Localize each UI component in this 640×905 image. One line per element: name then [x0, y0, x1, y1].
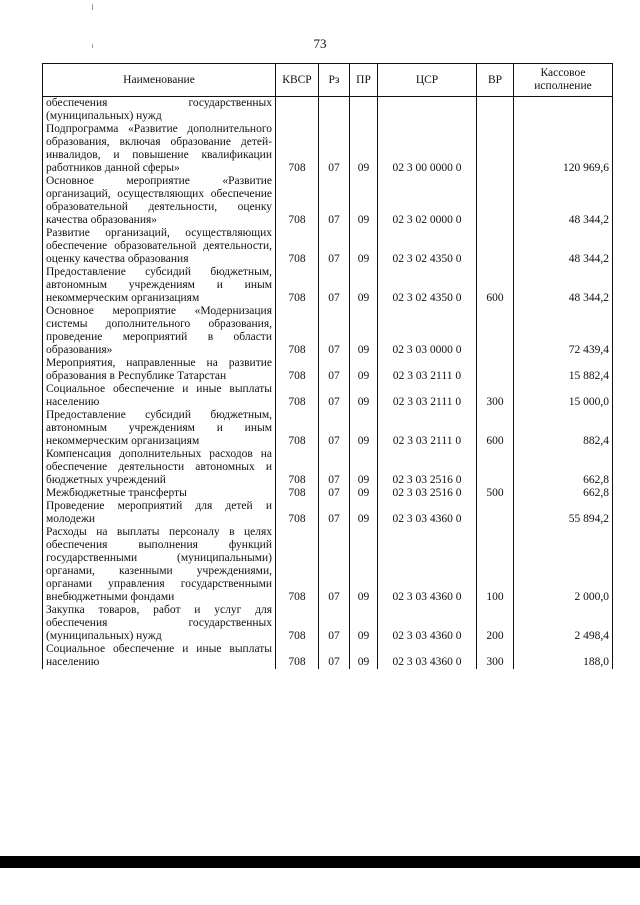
cell-kvsr: 708 — [276, 500, 319, 526]
table-row — [43, 643, 613, 669]
cell-amount: 48 344,2 — [514, 175, 613, 227]
cell-rz: 07 — [319, 266, 350, 305]
cell-rz: 07 — [319, 526, 350, 604]
cell-kvsr: 708 — [276, 266, 319, 305]
cell-amount: 662,8 — [514, 487, 613, 500]
cell-rz: 07 — [319, 123, 350, 175]
cell-pr: 09 — [350, 604, 378, 643]
cell-vr: 100 — [477, 526, 514, 604]
cell-csr: 02 3 03 2516 0 — [378, 487, 477, 500]
cell-rz: 07 — [319, 604, 350, 643]
cell-rz: 07 — [319, 227, 350, 266]
table-row — [43, 305, 613, 357]
cell-csr: 02 3 03 2516 0 — [378, 448, 477, 487]
table-row — [43, 175, 613, 227]
cell-amount: 48 344,2 — [514, 266, 613, 305]
cell-kvsr: 708 — [276, 643, 319, 669]
cell-csr: 02 3 02 4350 0 — [378, 227, 477, 266]
table-row — [43, 383, 613, 409]
scan-speck — [92, 44, 93, 48]
cell-pr: 09 — [350, 526, 378, 604]
table-row — [43, 227, 613, 266]
cell-vr: 300 — [477, 643, 514, 669]
header-kvsr: КВСР — [276, 64, 319, 97]
cell-kvsr: 708 — [276, 383, 319, 409]
cell-pr: 09 — [350, 448, 378, 487]
cell-vr — [477, 357, 514, 383]
cell-rz: 07 — [319, 487, 350, 500]
cell-name: Социальное обеспечение и иные выплаты населению — [43, 643, 276, 669]
cell-amount: 188,0 — [514, 643, 613, 669]
cell-vr: 200 — [477, 604, 514, 643]
cell-rz: 07 — [319, 500, 350, 526]
cell-rz: 07 — [319, 305, 350, 357]
cell-kvsr: 708 — [276, 448, 319, 487]
cell-kvsr: 708 — [276, 227, 319, 266]
header-csr: ЦСР — [378, 64, 477, 97]
cell-vr: 600 — [477, 266, 514, 305]
header-vr: ВР — [477, 64, 514, 97]
cell-name: Основное мероприятие «Модернизация системы дополнительного образования, проведение мероприятий в области образования» — [43, 305, 276, 357]
header-pr: ПР — [350, 64, 378, 97]
table-row — [43, 409, 613, 448]
cell-pr: 09 — [350, 305, 378, 357]
cell-kvsr: 708 — [276, 305, 319, 357]
header-rz: Рз — [319, 64, 350, 97]
cell-vr — [477, 175, 514, 227]
cell-vr — [477, 97, 514, 124]
cell-pr: 09 — [350, 123, 378, 175]
cell-vr — [477, 123, 514, 175]
cell-pr: 09 — [350, 266, 378, 305]
table-row — [43, 123, 613, 175]
table-row — [43, 487, 613, 500]
cell-kvsr — [276, 97, 319, 124]
cell-rz: 07 — [319, 643, 350, 669]
cell-csr: 02 3 03 2111 0 — [378, 357, 477, 383]
scan-speck — [92, 4, 93, 10]
cell-amount: 662,8 — [514, 448, 613, 487]
table-row — [43, 448, 613, 487]
cell-vr — [477, 448, 514, 487]
cell-name: Предоставление субсидий бюджетным, автономным учреждениям и иным некоммерческим организациям — [43, 409, 276, 448]
cell-pr: 09 — [350, 383, 378, 409]
cell-csr: 02 3 03 4360 0 — [378, 604, 477, 643]
cell-amount: 55 894,2 — [514, 500, 613, 526]
cell-csr: 02 3 03 2111 0 — [378, 409, 477, 448]
cell-amount: 882,4 — [514, 409, 613, 448]
cell-rz — [319, 97, 350, 124]
cell-kvsr: 708 — [276, 409, 319, 448]
cell-name: Компенсация дополнительных расходов на обеспечение деятельности автономных и бюджетных учреждений — [43, 448, 276, 487]
cell-name: Проведение мероприятий для детей и молодежи — [43, 500, 276, 526]
cell-rz: 07 — [319, 448, 350, 487]
cell-vr — [477, 500, 514, 526]
scan-border-bar — [0, 856, 640, 868]
cell-rz: 07 — [319, 357, 350, 383]
table-row — [43, 604, 613, 643]
cell-amount: 72 439,4 — [514, 305, 613, 357]
cell-kvsr: 708 — [276, 175, 319, 227]
cell-name: Межбюджетные трансферты — [43, 487, 276, 500]
table-header-row — [43, 64, 613, 97]
cell-rz: 07 — [319, 409, 350, 448]
cell-rz: 07 — [319, 175, 350, 227]
cell-pr: 09 — [350, 409, 378, 448]
budget-table — [42, 63, 613, 669]
table-row — [43, 500, 613, 526]
cell-amount: 15 000,0 — [514, 383, 613, 409]
table-row — [43, 526, 613, 604]
cell-pr: 09 — [350, 487, 378, 500]
cell-amount: 2 498,4 — [514, 604, 613, 643]
page-number: 73 — [313, 36, 327, 51]
cell-amount — [514, 97, 613, 124]
cell-pr: 09 — [350, 357, 378, 383]
cell-vr: 500 — [477, 487, 514, 500]
cell-amount: 15 882,4 — [514, 357, 613, 383]
cell-name: обеспечения государственных (муниципальных) нужд — [43, 97, 276, 124]
cell-name: Основное мероприятие «Развитие организаций, осуществляющих обеспечение образовательной деятельности, оценку качества образования» — [43, 175, 276, 227]
cell-kvsr: 708 — [276, 526, 319, 604]
cell-kvsr: 708 — [276, 357, 319, 383]
cell-amount: 48 344,2 — [514, 227, 613, 266]
header-amount: Кассовое исполнение — [514, 64, 613, 97]
cell-csr: 02 3 03 4360 0 — [378, 500, 477, 526]
cell-name: Расходы на выплаты персоналу в целях обеспечения выполнения функций государственными (муниципальными) органами, казенными учреждениями, органами управления государственными внебюджетными фондами — [43, 526, 276, 604]
cell-name: Предоставление субсидий бюджетным, автономным учреждениям и иным некоммерческим организациям — [43, 266, 276, 305]
cell-name: Развитие организаций, осуществляющих обеспечение образовательной деятельности, оценку качества образования — [43, 227, 276, 266]
cell-name: Подпрограмма «Развитие дополнительного образования, включая образование детей-инвалидов, и повышение квалификации работников данной сферы» — [43, 123, 276, 175]
cell-csr: 02 3 02 0000 0 — [378, 175, 477, 227]
cell-csr: 02 3 03 2111 0 — [378, 383, 477, 409]
cell-csr: 02 3 03 4360 0 — [378, 643, 477, 669]
table-row — [43, 357, 613, 383]
cell-pr: 09 — [350, 500, 378, 526]
cell-name: Мероприятия, направленные на развитие образования в Республике Татарстан — [43, 357, 276, 383]
cell-kvsr: 708 — [276, 123, 319, 175]
cell-vr — [477, 305, 514, 357]
cell-csr: 02 3 03 4360 0 — [378, 526, 477, 604]
table-row — [43, 97, 613, 124]
cell-name: Закупка товаров, работ и услуг для обеспечения государственных (муниципальных) нужд — [43, 604, 276, 643]
cell-amount: 2 000,0 — [514, 526, 613, 604]
cell-pr: 09 — [350, 175, 378, 227]
cell-amount: 120 969,6 — [514, 123, 613, 175]
cell-csr: 02 3 02 4350 0 — [378, 266, 477, 305]
cell-vr — [477, 227, 514, 266]
cell-rz: 07 — [319, 383, 350, 409]
cell-pr: 09 — [350, 643, 378, 669]
table-row — [43, 266, 613, 305]
cell-vr: 600 — [477, 409, 514, 448]
cell-name: Социальное обеспечение и иные выплаты населению — [43, 383, 276, 409]
cell-csr: 02 3 00 0000 0 — [378, 123, 477, 175]
header-name: Наименование — [43, 64, 276, 97]
cell-pr: 09 — [350, 227, 378, 266]
cell-csr: 02 3 03 0000 0 — [378, 305, 477, 357]
table-body — [43, 97, 613, 670]
cell-csr — [378, 97, 477, 124]
cell-vr: 300 — [477, 383, 514, 409]
cell-kvsr: 708 — [276, 487, 319, 500]
cell-kvsr: 708 — [276, 604, 319, 643]
cell-pr — [350, 97, 378, 124]
